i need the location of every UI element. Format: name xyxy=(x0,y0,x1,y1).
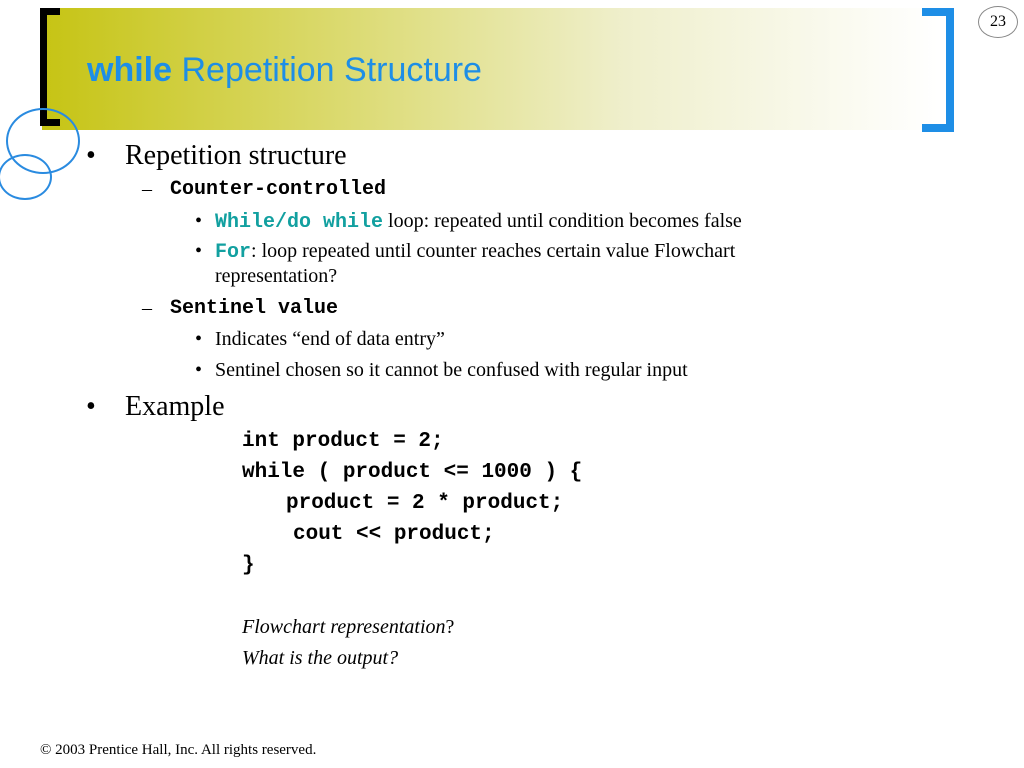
question-flowchart xyxy=(242,616,454,639)
bullet-marker: • xyxy=(195,328,203,350)
item-for-continuation: representation? xyxy=(215,265,338,287)
question-mark: ? xyxy=(445,616,455,638)
bullet-marker: • xyxy=(195,240,203,262)
item-while-do-while xyxy=(215,210,742,234)
code-keyword: For xyxy=(215,241,252,264)
subbullet-sentinel-value: Sentinel value xyxy=(170,297,339,320)
code-line: cout << product; xyxy=(293,523,495,546)
dash-marker: – xyxy=(142,297,152,319)
right-bracket-decoration xyxy=(922,8,954,132)
title-keyword: while xyxy=(87,51,173,89)
bullet-marker: • xyxy=(195,359,203,381)
item-end-of-data: Indicates “end of data entry” xyxy=(215,328,445,350)
item-text: loop: repeated until condition becomes false xyxy=(383,210,742,232)
question-text: Flowchart representation xyxy=(242,616,446,638)
page-number: 23 xyxy=(978,6,1018,38)
bullet-repetition-structure: Repetition structure xyxy=(125,140,347,171)
question-output: What is the output? xyxy=(242,647,399,669)
item-sentinel-chosen: Sentinel chosen so it cannot be confused with regular input xyxy=(215,359,688,381)
circle-decoration xyxy=(0,154,52,200)
subbullet-counter-controlled: Counter-controlled xyxy=(170,178,387,201)
dash-marker: – xyxy=(142,178,152,200)
item-for xyxy=(215,240,735,264)
bullet-marker: • xyxy=(86,391,96,422)
copyright-footer xyxy=(40,742,316,759)
code-line: int product = 2; xyxy=(242,430,444,453)
title-rest: Repetition Structure xyxy=(172,51,482,89)
bullet-marker: • xyxy=(86,140,96,171)
item-text: : loop repeated until counter reaches certain value Flowchart xyxy=(251,240,736,262)
code-keyword: While/do while xyxy=(215,211,384,234)
code-line: product = 2 * product; xyxy=(286,492,564,515)
code-line: while ( product <= 1000 ) { xyxy=(242,461,583,484)
copyright-icon: © xyxy=(40,742,52,758)
slide-title xyxy=(87,50,482,90)
bullet-marker: • xyxy=(195,210,203,232)
code-line: } xyxy=(242,554,255,577)
copyright-text: 2003 Prentice Hall, Inc. All rights reserved. xyxy=(51,742,317,758)
bullet-example: Example xyxy=(125,391,225,422)
